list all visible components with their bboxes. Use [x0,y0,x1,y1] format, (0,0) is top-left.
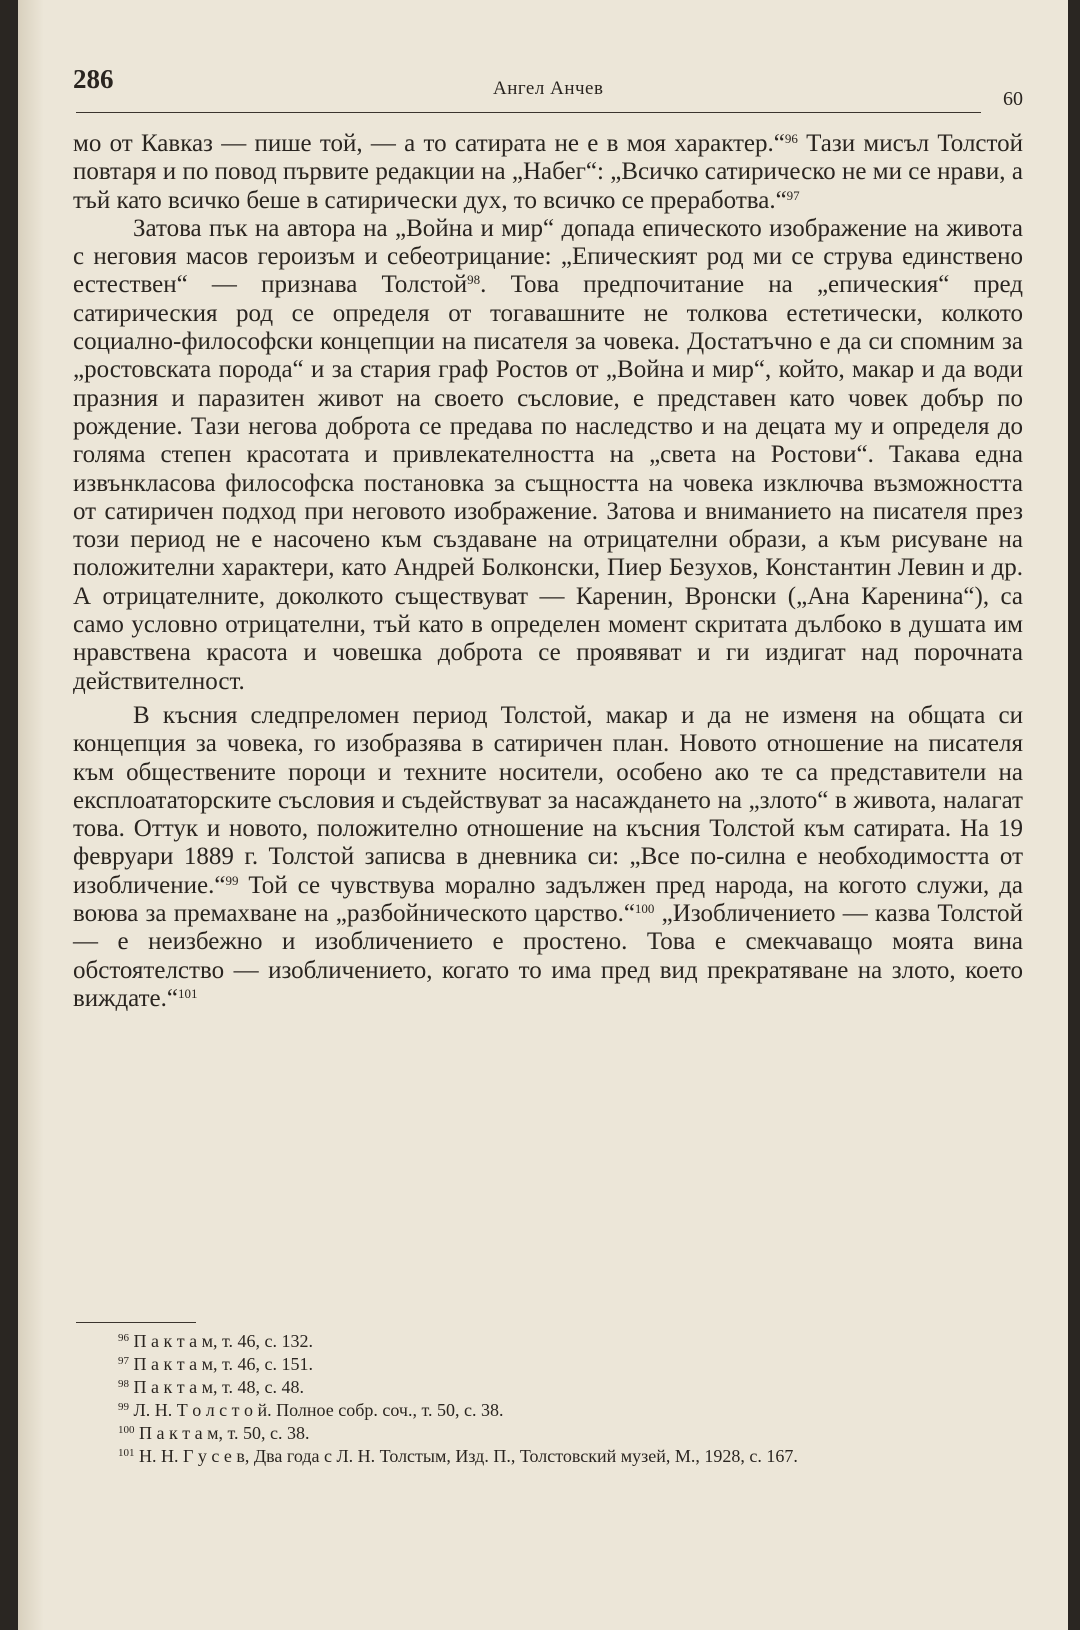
footnote-text: П а к т а м, т. 48, с. 48. [133,1377,304,1397]
paragraph-3-text-b: Той се чувствува морално задължен пред народа, на когото служи, да воюва за премахване на „разбойническото царство.“ [73,871,1023,928]
paragraph-3-text-c: „Изобличението — казва Толстой — е неизбежно и изобличението е простено. Това е смекчаващо моята вина обстоятелство — изобличението, когато то има пред вид прекратяване на злото, което виждате.“ [73,900,1023,1012]
paragraph-3-text-a: В късния следпреломен период Толстой, макар и да не изменя на общата си концепция за човека, го изобразява в сатиричен план. Новото отношение на писателя към обществените пороци и техните носители, особено ако те са представители на експлоататорските съсловия и съдействуват за насаждането на „злото“ в живота, налагат това. Оттук и новото, положително отношение на късния Толстой към сатирата. На 19 февруари 1889 г. Толстой записва в дневника си: „Все по-силна е необходимостта от изобличение.“ [73,701,1023,899]
page-mark-right: 60 [1003,88,1023,110]
footnote [73,1445,1023,1468]
note-ref-98: 98 [467,272,481,288]
note-ref-101: 101 [178,985,198,1001]
paragraph-1-text-a: мо от Кавказ — пише той, — а то сатирата не е в моя характер.“ [73,130,785,157]
paragraph-2-text-a: Затова пък на автора на „Война и мир“ допада епическото изображение на живота с неговия масов героизъм и себеотрицание: „Епическият род ми се струва единствено естествен“ — признава Толстой [73,214,1023,299]
footnotes [73,1330,1023,1468]
footnote-text: Л. Н. Т о л с т о й. Полное собр. соч., т. 50, с. 38. [133,1400,504,1420]
footnote-number: 99 [118,1401,129,1413]
footnote [73,1422,1023,1445]
running-header-author: Ангел Анчев [493,78,604,99]
footnote [73,1330,1023,1353]
footnote [73,1376,1023,1399]
footnote-text: П а к т а м, т. 46, с. 132. [133,1331,313,1351]
page-number: 286 [73,64,114,94]
paragraph-1 [73,130,1023,215]
footnote-text: П а к т а м, т. 50, с. 38. [139,1423,310,1443]
footnote-rule [76,1322,196,1323]
note-ref-100: 100 [634,901,655,917]
footnote-text: П а к т а м, т. 46, с. 151. [133,1354,313,1374]
header-rule [76,112,981,113]
book-page [18,0,1068,1630]
footnote-number: 97 [118,1355,129,1367]
footnote-number: 98 [118,1378,129,1390]
footnote-number: 101 [118,1447,135,1459]
footnote-number: 100 [118,1424,135,1436]
footnote-number: 96 [118,1332,129,1344]
paragraph-2-text-b: . Това предпочитание на „епическия“ пред сатирическия род се определя от тогавашните не толкова естетически, колкото социално-философски концепции на писателя за човека. Достатъчно е да си спомним за „ростовската порода“ и за стария граф Ростов от „Война и мир“, който, макар и да води празния и паразитен живот на своето съсловие, е представен като човек добър по рождение. Тази негова доброта се предава по наследство и на децата му и определя до голяма степен красотата и привлекателността на „света на Ростови“. Такава една извънкласова философска постановка за същността на човека изключва възможността от сатиричен подход при неговото изображение. Затова и вниманието на писателя през този период не е насочено към създаване на отрицателни образи, а към рисуване на положителни характери, като Андрей Болконски, Пиер Безухов, Константин Левин и др. А отрицателните, доколкото съществуват — Каренин, Вронски („Ана Каренина“), са само условно отрицателни, тъй като в определен момент скритата дълбоко в душата им нравствена красота и човешка доброта се проявяват и ги издигат над порочната действителност. [73,271,1023,695]
note-ref-97: 97 [786,187,800,203]
note-ref-96: 96 [784,131,798,146]
paragraph-2 [73,215,1023,696]
paragraph-3 [73,702,1023,1013]
paragraph-1-text-b: Тази мисъл Толстой повтаря и по повод първите редакции на „Набег“: „Всичко сатирическо не ми се нрави, а тъй като всичко беше в сатирически дух, то всичко се преработва.“ [73,130,1024,214]
footnote [73,1353,1023,1376]
main-text [73,130,1023,1013]
footnote [73,1399,1023,1422]
footnote-text: Н. Н. Г у с е в, Два года с Л. Н. Толстым, Изд. П., Толстовский музей, М., 1928, с. 167. [139,1446,798,1466]
note-ref-99: 99 [225,872,239,888]
